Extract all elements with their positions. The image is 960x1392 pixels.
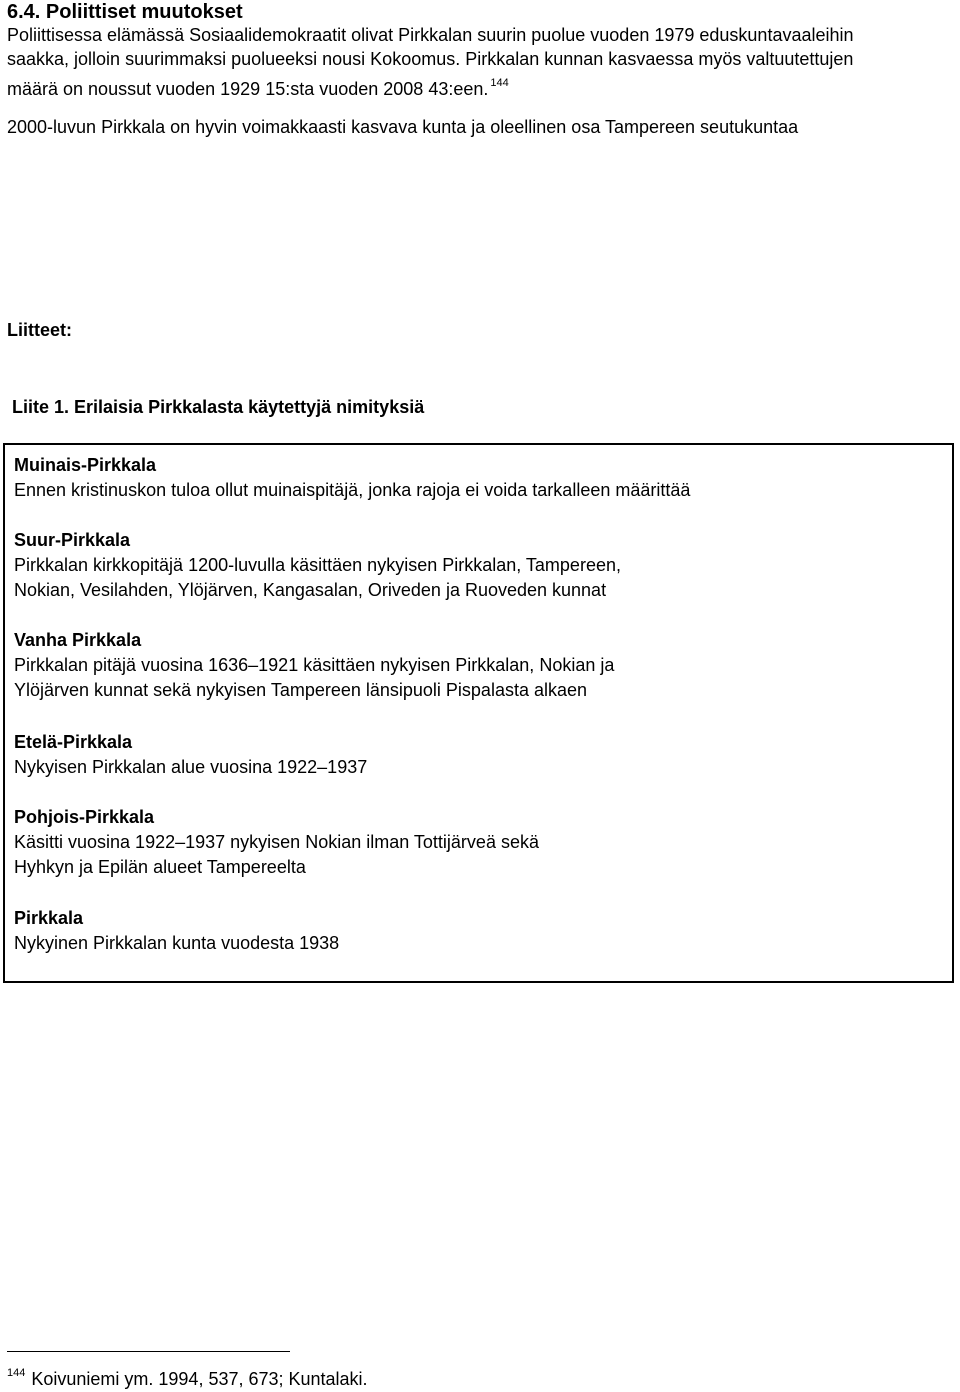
name-entry [14, 805, 539, 880]
name-entry [14, 628, 614, 703]
footnote-reference[interactable]: 144 [490, 77, 509, 89]
paragraph: 2000-luvun Pirkkala on hyvin voimakkaasti kasvava kunta ja oleellinen osa Tampereen seutukuntaa [7, 117, 799, 137]
appendix-box [3, 443, 954, 983]
name-entry [14, 906, 339, 956]
attachments-heading: Liitteet: [7, 320, 72, 340]
entry-title: Pohjois-Pirkkala [14, 807, 155, 827]
name-entry [14, 453, 690, 503]
entry-description: Nokian, Vesilahden, Ylöjärven, Kangasalan, Oriveden ja Ruoveden kunnat [14, 580, 607, 600]
footnote-number: 144 [7, 1367, 26, 1379]
section-heading: 6.4. Poliittiset muutokset [7, 1, 243, 23]
paragraph-line: Poliittisessa elämässä Sosiaalidemokraatit olivat Pirkkalan suurin puolue vuoden 1979 eduskuntavaaleihin [7, 25, 854, 45]
entry-description: Ennen kristinuskon tuloa ollut muinaispitäjä, jonka rajoja ei voida tarkalleen määrittää [14, 480, 691, 500]
name-entry [14, 528, 621, 603]
paragraph-line-text: määrä on noussut vuoden 1929 15:sta vuoden 2008 43:een. [7, 79, 489, 99]
entry-title: Pirkkala [14, 908, 84, 928]
paragraph-line [7, 71, 509, 101]
entry-description: Nykyinen Pirkkalan kunta vuodesta 1938 [14, 933, 340, 953]
paragraph-line: saakka, jolloin suurimmaksi puolueeksi nousi Kokoomus. Pirkkalan kunnan kasvaessa myös valtuutettujen [7, 49, 854, 69]
entry-description: Pirkkalan pitäjä vuosina 1636–1921 käsittäen nykyisen Pirkkalan, Nokian ja [14, 655, 615, 675]
entry-description: Pirkkalan kirkkopitäjä 1200-luvulla käsittäen nykyisen Pirkkalan, Tampereen, [14, 555, 621, 575]
name-entry [14, 730, 367, 780]
footnote [7, 1360, 368, 1392]
entry-description: Hyhkyn ja Epilän alueet Tampereelta [14, 857, 306, 877]
entry-title: Suur-Pirkkala [14, 530, 131, 550]
footnote-text: Koivuniemi ym. 1994, 537, 673; Kuntalaki. [31, 1369, 368, 1389]
entry-description: Nykyisen Pirkkalan alue vuosina 1922–1937 [14, 757, 368, 777]
footnote-divider [7, 1351, 290, 1352]
appendix-title: Liite 1. Erilaisia Pirkkalasta käytettyjä nimityksiä [12, 397, 425, 417]
entry-title: Vanha Pirkkala [14, 630, 142, 650]
entry-title: Etelä-Pirkkala [14, 732, 133, 752]
entry-title: Muinais-Pirkkala [14, 455, 157, 475]
entry-description: Ylöjärven kunnat sekä nykyisen Tampereen länsipuoli Pispalasta alkaen [14, 680, 588, 700]
entry-description: Käsitti vuosina 1922–1937 nykyisen Nokian ilman Tottijärveä sekä [14, 832, 539, 852]
